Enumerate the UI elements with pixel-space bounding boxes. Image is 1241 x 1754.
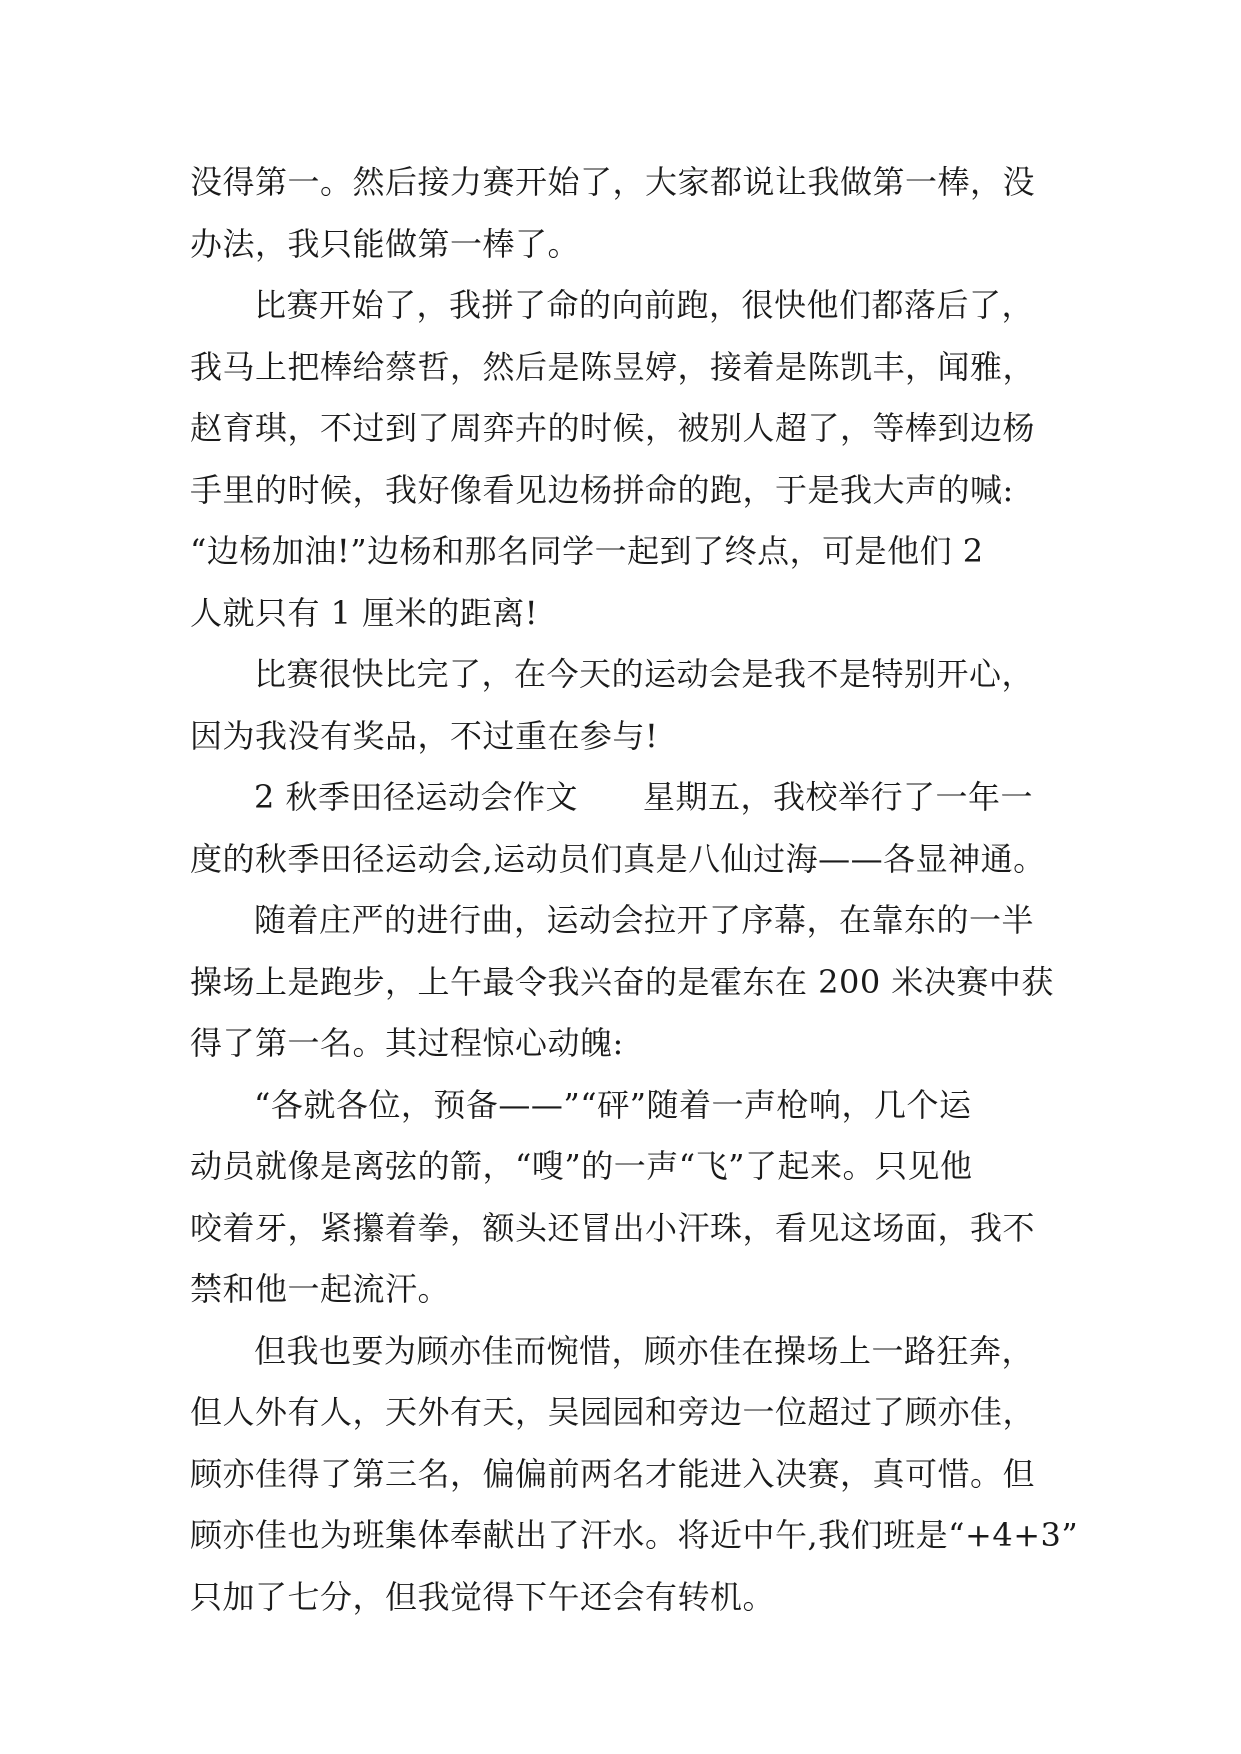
paragraph: [190, 644, 1070, 767]
text-line: 得了第一名。其过程惊心动魄:: [190, 1024, 624, 1062]
document-body: [190, 152, 1079, 1628]
text-line: 度的秋季田径运动会,运动员们真是八仙过海——各显神通。: [190, 839, 1046, 878]
text-line: 手里的时候，我好像看见边杨拼命的跑，于是我大声的喊:: [190, 470, 1014, 509]
text-line: 比赛很快比完了，在今天的运动会是我不是特别开心，: [254, 655, 1035, 693]
text-line: 因为我没有奖品，不过重在参与!: [190, 716, 659, 755]
paragraph: [190, 152, 1070, 275]
text-line: 没得第一。然后接力赛开始了，大家都说让我做第一棒，没: [190, 163, 1036, 201]
text-line: 但人外有人，天外有天，吴园园和旁边一位超过了顾亦佳，: [190, 1393, 1036, 1431]
paragraph: [190, 1075, 1070, 1321]
paragraph: [190, 1321, 1079, 1629]
text-line: “边杨加油!”边杨和那名同学一起到了终点，可是他们 2: [190, 532, 984, 570]
text-line: 人就只有 1 厘米的距离!: [190, 593, 539, 632]
text-line: 2 秋季田径运动会作文 星期五，我校举行了一年一: [254, 778, 1034, 816]
text-line: 比赛开始了，我拼了命的向前跑，很快他们都落后了，: [254, 286, 1035, 324]
text-line: 顾亦佳得了第三名，偏偏前两名才能进入决赛，真可惜。但: [190, 1454, 1036, 1493]
paragraph: [190, 275, 1070, 644]
text-line: 顾亦佳也为班集体奉献出了汗水。将近中午,我们班是“+4+3”: [190, 1516, 1079, 1554]
text-line: 禁和他一起流汗。: [190, 1270, 451, 1308]
text-line: 咬着牙，紧攥着拳，额头还冒出小汗珠，看见这场面，我不: [190, 1208, 1036, 1247]
text-line: 我马上把棒给蔡哲，然后是陈昱婷，接着是陈凯丰，闻雅，: [190, 347, 1036, 386]
text-line: “各就各位，预备——”“砰”随着一声枪响，几个运: [254, 1085, 972, 1124]
paragraph: [190, 767, 1070, 890]
text-line: 但我也要为顾亦佳而惋惜，顾亦佳在操场上一路狂奔，: [254, 1331, 1035, 1370]
text-line: 办法，我只能做第一棒了。: [190, 224, 581, 263]
text-line: 动员就像是离弦的箭，“嗖”的一声“飞”了起来。只见他: [190, 1147, 973, 1185]
text-line: 随着庄严的进行曲，运动会拉开了序幕，在靠东的一半: [254, 901, 1035, 939]
text-line: 操场上是跑步，上午最令我兴奋的是霍东在 200 米决赛中获: [190, 962, 1054, 1001]
paragraph: [190, 890, 1070, 1075]
text-line: 只加了七分，但我觉得下午还会有转机。: [190, 1577, 776, 1616]
text-line: 赵育琪，不过到了周弈卉的时候，被别人超了，等棒到边杨: [190, 409, 1036, 447]
